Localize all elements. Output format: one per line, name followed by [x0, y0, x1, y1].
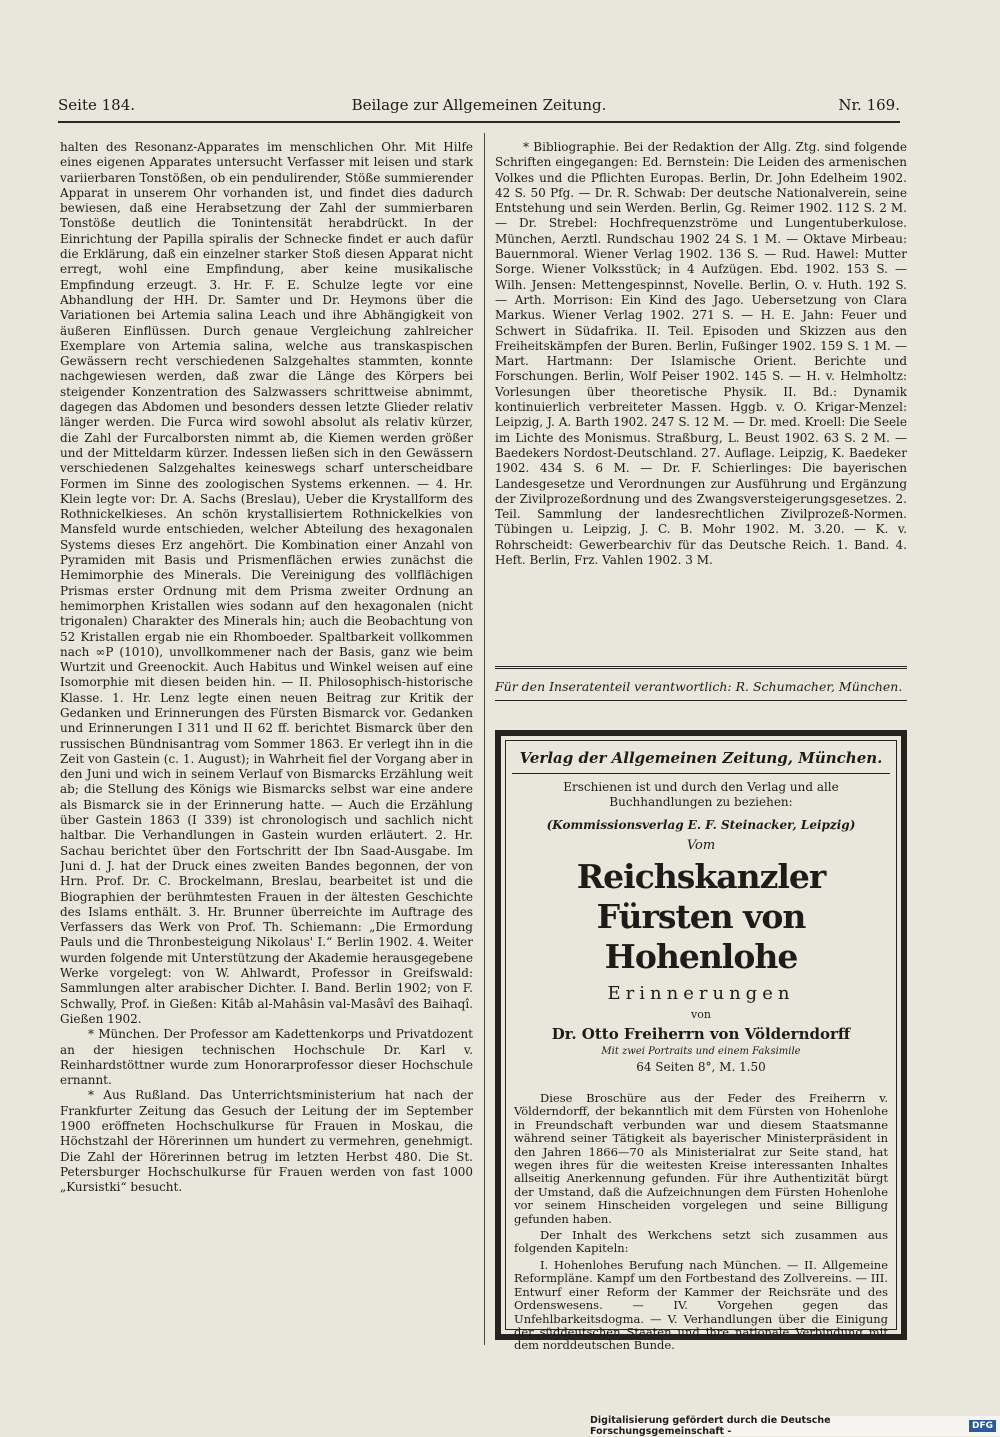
ad-commission: (Kommissionsverlag E. F. Steinacker, Leipzig): [546, 818, 856, 832]
column-divider: [484, 133, 485, 1345]
page-header: [58, 96, 900, 118]
article-academy-report: halten des Resonanz-Apparates im menschlichen Ohr. Mit Hilfe eines eigenen Apparates untersucht Verfasser mit leisen und stark variierbaren Tonstößen, ob ein pendulirender, Stöße summierender Apparat in unserem Ohr vorhanden ist, und findet dies dadurch bewiesen, daß eine Herabsetzung der Zahl der summierbaren Tonstöße deutlich die Tonintensität herabdrückt. In der Einrichtung der Papilla spiralis der Schnecke findet er auch dafür die Erklärung, daß ein einzelner starker Stoß diesen Apparat nicht erregt, wohl eine Empfindung, aber keine musikalische Empfindung erzeugt. 3. Hr. F. E. Schulze legte vor eine Abhandlung der HH. Dr. Samter und Dr. Heymons über die Variationen bei Artemia salina Leach und ihre Abhängigkeit von äußeren Einflüssen. Durch genaue Vergleichung zahlreicher Exemplare von Artemia salina, welche aus transkaspischen Gewässern recht verschiedenen Salzgehaltes stammten, konnte nachgewiesen werden, daß zwar die Länge des Körpers bei steigender Konzentration des Salzwassers schrittweise abnimmt, dagegen das Abdomen und besonders dessen letzte Glieder relativ länger werden. Die Furca wird sowohl absolut als relativ kürzer, die Zahl der Furcalborsten nimmt ab, die Kiemen werden größer und der Mitteldarm kürzer. Indessen ließen sich in den Gewässern verschiedenen Salzgehaltes keineswegs scharf unterscheidbare Formen im Sinne des zoologischen Systems erkennen. — 4. Hr. Klein legte vor: Dr. A. Sachs (Breslau), Ueber die Krystallform des Rothnickelkieses. An schön krystallisiertem Rothnickelkies von Mansfeld wurde entschieden, welcher Abteilung des hexagonalen Systems dieses Erz angehört. Die Kombination einer Anzahl von Pyramiden mit Basis und Prismenflächen erwies zunächst die Hemimorphie des Minerals. Die Vereinigung des vollflächigen Prismas erster Ordnung mit dem Prisma zweiter Ordnung an hemimorphen Kristallen wies sodann auf den hexagonalen (nicht trigonalen) Charakter des Minerals hin; auch die Beobachtung von 52 Kristallen ergab nie ein Rhomboeder. Spaltbarkeit vollkommen nach ∞P (1010), unvollkommener nach der Basis, ganz wie beim Wurtzit und Greenockit. Auch Habitus und Winkel weisen auf eine Isomorphie mit diesen beiden hin. — II. Philosophisch-historische Klasse. 1. Hr. Lenz legte einen neuen Beitrag zur Kritik der Gedanken und Erinnerungen des Fürsten Bismarck vor. Gedanken und Erinnerungen I 311 und II 62 ff. berichtet Bismarck über den russischen Bündnisantrag vom Sommer 1863. Er verlegt ihn in die Zeit von Gastein (c. 1. August); in Wahrheit fiel der Vorgang aber in den Juni und wich in seinem Verlauf von Bismarcks Erzählung weit ab; die Stellung des Königs wie Bismarcks selbst war eine andere als Bismarck sie in der Erinnerung hatte. — Auch die Erzählung über Gastein 1863 (I 339) ist chronologisch und sachlich nicht haltbar. Die Verhandlungen in Gastein wurden erläutert. 2. Hr. Sachau berichtet über den Fortschritt der Ibn Saad-Ausgabe. Im Juni d. J. hat der Druck eines zweiten Bandes begonnen, der von Hrn. Prof. Dr. C. Brockelmann, Breslau, bearbeitet ist und die Biographien der berühmtesten Frauen in der ältesten Geschichte des Islams enthält. 3. Hr. Brunner überreichte im Auftrage des Verfassers das Werk von Prof. Th. Schiemann: „Die Ermordung Pauls und die Thronbesteigung Nikolaus' I.“ Berlin 1902. 4. Weiter wurden folgende mit Unterstützung der Akademie herausgegebene Werke vorgelegt: von W. Ahlwardt, Professor in Greifswald: Sammlungen alter arabischer Dichter. I. Band. Berlin 1902; von F. Schwally, Prof. in Gießen: Kitâb al-Mahâsin val-Masâvî des Baihaqî. Gießen 1902.: [60, 140, 473, 1026]
ad-von: von: [691, 1008, 711, 1021]
dfg-logo: DFG: [969, 1420, 996, 1432]
header-rule: [58, 121, 900, 123]
section-rule: [495, 666, 907, 669]
ad-rule: [512, 773, 890, 774]
digitization-credit: [590, 1416, 1000, 1436]
issue-number: Nr. 169.: [838, 96, 900, 114]
ad-subtitle: Erinnerungen: [607, 983, 795, 1004]
advertisement-box: [495, 730, 907, 1353]
imprint-line: Für den Inseratenteil verantwortlich: R. Schumacher, München.: [495, 679, 903, 694]
page-number: Seite 184.: [58, 96, 136, 114]
left-column: [60, 140, 473, 1360]
ad-availability: Erschienen ist und durch den Verlag und alle Buchhandlungen zu beziehen:: [563, 780, 839, 809]
ad-vom: Vom: [686, 838, 716, 853]
credit-text: Digitalisierung gefördert durch die Deutsche Forschungsgemeinschaft -: [590, 1415, 831, 1437]
ad-portraits-note: Mit zwei Portraits und einem Faksimile: [601, 1046, 801, 1057]
ad-headline: Reichskanzler Fürsten von Hohenlohe: [576, 857, 826, 976]
bibliography: [495, 140, 907, 652]
ad-description: [514, 1092, 888, 1353]
article-muenchen: * München. Der Professor am Kadettenkorps und Privatdozent an der hiesigen technischen Hochschule Dr. Karl v. Reinhardstöttner wurde zum Honorarprofessor dieser Hochschule ernannt.: [60, 1027, 473, 1088]
supplement-title: Beilage zur Allgemeinen Zeitung.: [351, 96, 607, 114]
ad-author: Dr. Otto Freiherrn von Völderndorff: [551, 1025, 851, 1043]
ad-price: 64 Seiten 8°, M. 1.50: [636, 1060, 766, 1074]
right-column: [495, 140, 907, 701]
imprint-rule: [495, 700, 907, 701]
bibliography-text: * Bibliographie. Bei der Redaktion der Allg. Ztg. sind folgende Schriften eingegangen: Ed. Bernstein: Die Leiden des armenischen Volkes und die Pflichten Europas. Berlin, Dr. John Edelheim 1902. 42 S. 50 Pfg. — Dr. R. Schwab: Der deutsche Nationalverein, seine Entstehung und sein Werden. Berlin, Gg. Reimer 1902. 112 S. 2 M. — Dr. Strebel: Hochfrequenzströme und Lungentuberkulose. München, Aerztl. Rundschau 1902 24 S. 1 M. — Oktave Mirbeau: Bauernmoral. Wiener Verlag 1902. 136 S. — Rud. Hawel: Mutter Sorge. Wiener Volksstück; in 4 Aufzügen. Ebd. 1902. 153 S. — Wilh. Jensen: Mettengespinnst, Novelle. Berlin, O. v. Huth. 192 S. — Arth. Morrison: Ein Kind des Jago. Uebersetzung von Clara Markus. Wiener Verlag 1902. 271 S. — H. E. Jahn: Feuer und Schwert in Südafrika. II. Teil. Episoden und Skizzen aus den Freiheitskämpfen der Buren. Berlin, Fußinger 1902. 159 S. 1 M. — Mart. Hartmann: Der Islamische Orient. Berichte und Forschungen. Berlin, Wolf Peiser 1902. 145 S. — H. v. Helmholtz: Vorlesungen über theoretische Physik. II. Bd.: Dynamik kontinuierlich verbreiteter Massen. Hggb. v. O. Krigar-Menzel: Leipzig, J. A. Barth 1902. 247 S. 12 M. — Dr. med. Kroell: Die Seele im Lichte des Monismus. Straßburg, L. Beust 1902. 63 S. 2 M. — Baedekers Nordost-Deutschland. 27. Auflage. Leipzig, K. Baedeker 1902. 434 S. 6 M. — Dr. F. Schierlinges: Die bayerischen Landesgesetze und Verordnungen zur Ausführung und Ergänzung der Zivilprozeßordnung und des Zwangsversteigerungsgesetzes. 2. Teil. Sammlung der landesrechtlichen Zivilprozeß-Normen. Tübingen u. Leipzig, J. C. B. Mohr 1902. M. 3.20. — K. v. Rohrscheidt: Gewerbearchiv für das Deutsche Reich. 1. Band. 4. Heft. Berlin, Frz. Vahlen 1902. 3 M.: [495, 140, 907, 568]
ad-publisher: Verlag der Allgemeinen Zeitung, München.: [519, 749, 883, 767]
article-russland: * Aus Rußland. Das Unterrichtsministerium hat nach der Frankfurter Zeitung das Gesuch der Leitung der im September 1900 eröffneten Hochschulkurse für Frauen in Moskau, die Höchstzahl der Hörerinnen um hundert zu vermehren, genehmigt. Die Zahl der Hörerinnen betrug im letzten Herbst 480. Die St. Petersburger Hochschulkurse für Frauen werden von fast 1000 „Kursistki“ besucht.: [60, 1088, 473, 1195]
advertisement-inner: [505, 740, 897, 1353]
ad-chapter-list: I. Hohenlohes Berufung nach München. — II. Allgemeine Reformpläne. Kampf um den Fortbestand des Zollvereins. — III. Entwurf einer Reform der Kammer der Reichsräte und des Ordenswesens. — IV. Vorgehen gegen das Unfehlbarkeitsdogma. — V. Verhandlungen über die Einigung der süddeutschen Staaten und ihre nationale Verbindung mit dem norddeutschen Bunde.: [514, 1257, 888, 1353]
ad-paragraph: Der Inhalt des Werkchens setzt sich zusammen aus folgenden Kapiteln:: [514, 1228, 888, 1256]
ad-paragraph: Diese Broschüre aus der Feder des Freiherrn v. Völderndorff, der bekanntlich mit dem Fürsten von Hohenlohe in Freundschaft verbunden war und diesem Staatsmanne während seiner Tätigkeit als bayerischer Ministerpräsident in den Jahren 1866—70 als Ministerialrat zur Seite stand, hat wegen ihres für die weitesten Kreise interessanten Inhaltes allseitig Anerkennung gefunden. Für ihre Authentizität bürgt der Umstand, daß die Aufzeichnungen dem Fürsten Hohenlohe vor seinem Hinscheiden vorgelegen und seine Billigung gefunden haben.: [514, 1091, 888, 1226]
